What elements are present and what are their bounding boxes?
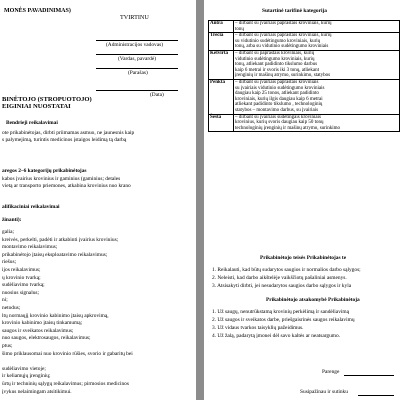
rights-item: 2. Neleisti, kad darbo aikštelėje vaikščiotų pašaliniai asmenys. (212, 275, 347, 281)
qualification-item: ūrtų ir techninių sąlygų reikalavimus; pirmosios medicinos (2, 381, 129, 387)
qualification-item: ijos reikalavimus; (2, 267, 41, 273)
tariff-row-line: technologinių įrenginių ir mašinų atrymo, surinkimo (235, 125, 340, 131)
qualification-item: galia; (2, 229, 14, 235)
tariff-row-key: Penkta (209, 79, 234, 114)
tariff-row-line: tonų, arba su vidutinio sudėtingumo kroviniais (235, 44, 329, 50)
qualification-item: saugos ir sveikatos reikalavimus; (2, 327, 74, 334)
qualification-item: prikabinėtojo įtaisų eksploatavimo reikalavimus; (2, 251, 108, 258)
date-caption: (Data) (150, 92, 164, 98)
familiar-label: Susipažinau ir sutinku (300, 389, 348, 395)
tariff-row-line: su įvairiais vidutinio sudėtingumo kroviniais (235, 85, 325, 91)
tariff-row-line: statybos – montavimo darbus, su įvairiais (235, 107, 319, 113)
qualification-item: sudėliavimo vietoje; (2, 365, 46, 372)
tariff-row-line: – dirbant su įvairiais paprastais kroviniais (235, 79, 319, 85)
tariff-row-description (234, 33, 400, 51)
signature-caption: (Parašas) (128, 70, 148, 76)
tariff-row (209, 21, 400, 33)
category-line: vietą ar transporto priemones, atkabina krovinius nuo krano (2, 183, 131, 189)
date-line (96, 90, 178, 91)
rights-item: 3. Atsisakyti dirbti, jei nesudarytos saugios darbo sąlygos ir kyla (212, 283, 352, 289)
tariff-row-line: daugiau kaip 25 tonos, atliekant padidinto (235, 91, 319, 97)
tariff-row-line: kaip 6 metrai ir svoris iki 3 tonų, atliekant (235, 67, 320, 73)
general-line: ote prikabinėtojas, dirbti priimamas asmuo, ne jaunesnis kaip (2, 130, 135, 136)
section-category-heading (2, 168, 87, 174)
tariff-row-line: su vidutinio sudėtingumo kroviniais, kurių (235, 38, 321, 44)
tariff-row-line: vidutinio sudėtingumo kroviniais, kurių (235, 56, 315, 62)
tariff-row-key: Antra (209, 21, 234, 33)
table-title: Sutartinė tarifinė kategorija (262, 8, 327, 14)
category-heading-text: kategorijų prikabinėtojas (27, 168, 87, 174)
document-title-line-2: EIGINIAI NUOSTATAI (2, 103, 71, 110)
tariff-row (209, 33, 400, 51)
tariff-row-line: įrenginių ir mašinų atrymo, surinkimo, statybos (235, 73, 331, 79)
section-responsibility-heading: Prikabinėtojo atsakomybė Prikabinėtoja (266, 297, 360, 303)
qualification-item: sudėliavimo tvarką; (2, 282, 45, 289)
qualification-item: ltų normaųjį krovinio kabinimo įtaisų apkrovimą, (2, 312, 109, 319)
tariff-row-description (234, 114, 400, 132)
tariff-row-key: Šešta (209, 114, 234, 132)
approved-label: TVIRTINU (120, 14, 149, 21)
left-document-page (0, 0, 196, 400)
signature-line (96, 68, 178, 69)
tariff-row-description (234, 21, 400, 33)
qualification-item: ptus; (2, 343, 13, 349)
admin-line (96, 40, 178, 41)
tariff-row-line: atliekant padidinto tikslumo , technologinių (235, 102, 323, 108)
general-line: s palymejimą, turintis medicinos įstaigos leidimą tą darbą (2, 137, 127, 143)
prepared-label: Parenge (322, 369, 340, 375)
tariff-row-line: kroviniais, kurių ilgis daugiau kaip 6 metrai (235, 96, 323, 102)
tariff-row (209, 79, 400, 114)
responsibility-item: 1. Už saugų, nenutrūkstamą krovinių perkėlimą ir sandėliavimą (212, 309, 349, 315)
qualification-item: ni; (2, 297, 8, 304)
tariff-row-line: tonų, atliekant padidinto tikslumo darbus (235, 62, 318, 68)
tariff-row-line: tonų (235, 26, 244, 32)
name-line (96, 54, 178, 55)
tariff-row (209, 50, 400, 79)
qualification-item: kreivės, perkelti, padėti ir atkabinti įvairius krovinius; (2, 236, 119, 243)
rights-item: 1. Reikalauti, kad būtų sudarytos saugios ir normalios darbo sąlygos; (212, 267, 361, 273)
organization-name: MONĖS PAVADINIMAS) (4, 8, 71, 14)
section-general-heading: Bendrieji reikalavimai (6, 120, 58, 126)
qualification-item: nuo saugos, elektrosaugos, reikalavimus; (2, 335, 91, 342)
category-prefix: aregos 2–6 (2, 168, 27, 174)
tariff-row-line: – dirbant su įvairiais paprastais kroviniais, kurių (235, 21, 332, 26)
qualification-item: montavimo reikalavimus; (2, 244, 58, 251)
responsibility-item: 2. Už saugos ir sveikatos darbe, priešgaisrinės saugos reikalavimų (212, 317, 355, 323)
know-label: žinanti): (2, 217, 22, 223)
prepared-signature-line (344, 375, 394, 376)
qualification-item: ų krovinio tvarką; (2, 274, 41, 281)
qualification-item: ir keliamųjų įrenginių; (2, 373, 51, 380)
qualification-item: šimo priklausomai nuo krovinio rūšies, svorio ir gabaritų bei (2, 350, 133, 357)
responsibility-item: 3. Už vidaus tvarkos taisyklių pažeidimus. (212, 325, 304, 331)
qualification-item: riešus; (2, 259, 17, 266)
responsibility-item: 4. Už žalą, padarytą įmonei dėl savo kaltės ar neatsargumo. (212, 333, 341, 339)
tariff-row-key: Ketvirta (209, 50, 234, 79)
category-line: kabos įvairius krovinius ir gaminius (gaminius; detales (2, 176, 121, 182)
tariff-row-line: – dirbant su įvairiais sudėtingais kroviniais (235, 114, 321, 120)
section-qualification-heading: alifikaciniai reikalavimai (2, 204, 60, 210)
section-rights-heading: Prikabinėtojo teisės Prikabinėtojas te (260, 255, 347, 261)
tariff-row-line: – dirbant su paprastais kroviniais, kurių (235, 50, 315, 56)
tariff-row-key: Trečia (209, 33, 234, 51)
admin-caption: (Administracijos vadovas) (106, 42, 164, 48)
qualification-item: krovinio kabinimo įtaisų tinkamumą; (2, 320, 83, 327)
tariff-row-description (234, 50, 400, 79)
tariff-category-table (208, 20, 400, 132)
qualification-item: nuosius signalus; (2, 289, 39, 296)
tariff-row (209, 114, 400, 132)
name-caption: (Vardas, pavardė) (118, 56, 157, 62)
familiar-signature-line (358, 395, 394, 396)
document-title-line-1: BINĖTOJO (STROPUOTOJO) (2, 96, 92, 103)
tariff-row-description (234, 79, 400, 114)
qualification-item: netodus; (2, 305, 21, 311)
tariff-row-line: – dirbant su įvairiais paprastais kroviniais, kurių (235, 33, 332, 39)
qualification-item: įvykus nelaimingam atsitikimui. (2, 388, 72, 395)
right-document-page (204, 0, 400, 400)
tariff-row-line: krovinius, kurių svoris daugiau kaip 50 tonų (235, 120, 324, 126)
